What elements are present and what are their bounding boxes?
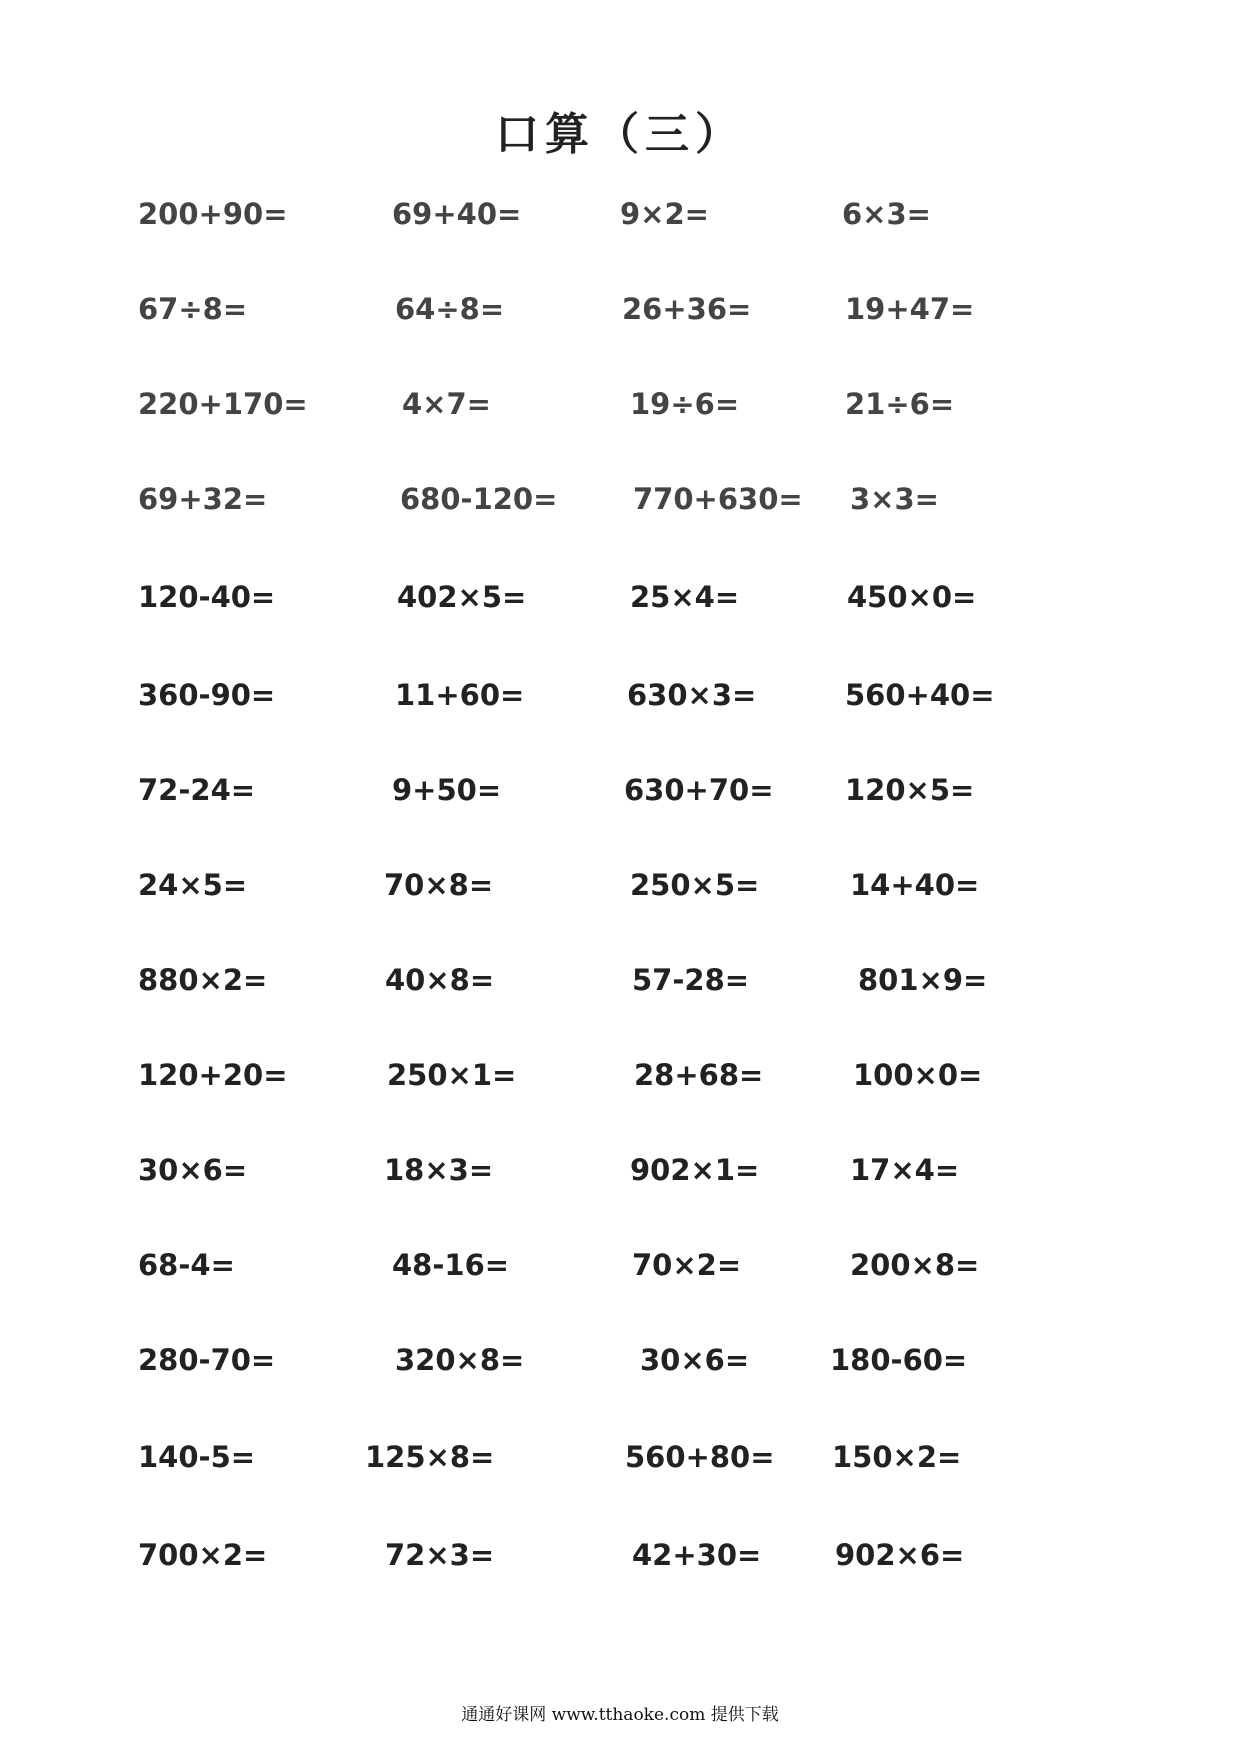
problem-row bbox=[0, 1153, 1240, 1203]
arithmetic-problem: 560+80= bbox=[625, 1440, 775, 1474]
arithmetic-problem: 200+90= bbox=[138, 197, 288, 231]
arithmetic-problem: 680-120= bbox=[400, 482, 558, 516]
problem-row bbox=[0, 963, 1240, 1013]
problem-row bbox=[0, 1058, 1240, 1108]
arithmetic-problem: 17×4= bbox=[850, 1153, 960, 1187]
arithmetic-problem: 120-40= bbox=[138, 580, 276, 614]
arithmetic-problem: 630×3= bbox=[627, 678, 757, 712]
arithmetic-problem: 150×2= bbox=[832, 1440, 962, 1474]
arithmetic-problem: 450×0= bbox=[847, 580, 977, 614]
arithmetic-problem: 9×2= bbox=[620, 197, 709, 231]
problem-row bbox=[0, 197, 1240, 247]
arithmetic-problem: 125×8= bbox=[365, 1440, 495, 1474]
arithmetic-problem: 72×3= bbox=[385, 1538, 495, 1572]
arithmetic-problem: 30×6= bbox=[138, 1153, 248, 1187]
arithmetic-problem: 68-4= bbox=[138, 1248, 235, 1282]
problem-row bbox=[0, 678, 1240, 728]
arithmetic-problem: 4×7= bbox=[402, 387, 491, 421]
arithmetic-problem: 250×1= bbox=[387, 1058, 517, 1092]
arithmetic-problem: 280-70= bbox=[138, 1343, 276, 1377]
problem-row bbox=[0, 773, 1240, 823]
arithmetic-problem: 64÷8= bbox=[395, 292, 505, 326]
arithmetic-problem: 48-16= bbox=[392, 1248, 510, 1282]
arithmetic-problem: 14+40= bbox=[850, 868, 980, 902]
arithmetic-problem: 200×8= bbox=[850, 1248, 980, 1282]
problem-row bbox=[0, 868, 1240, 918]
arithmetic-problem: 6×3= bbox=[842, 197, 931, 231]
arithmetic-problem: 11+60= bbox=[395, 678, 525, 712]
arithmetic-problem: 3×3= bbox=[850, 482, 939, 516]
page-title: 口算（三） bbox=[495, 109, 745, 160]
problem-row bbox=[0, 387, 1240, 437]
arithmetic-problem: 100×0= bbox=[853, 1058, 983, 1092]
problem-row bbox=[0, 1248, 1240, 1298]
arithmetic-problem: 700×2= bbox=[138, 1538, 268, 1572]
arithmetic-problem: 902×1= bbox=[630, 1153, 760, 1187]
arithmetic-problem: 19+47= bbox=[845, 292, 975, 326]
problem-row bbox=[0, 1440, 1240, 1490]
arithmetic-problem: 72-24= bbox=[138, 773, 256, 807]
arithmetic-problem: 770+630= bbox=[633, 482, 803, 516]
arithmetic-problem: 67÷8= bbox=[138, 292, 248, 326]
arithmetic-problem: 902×6= bbox=[835, 1538, 965, 1572]
arithmetic-problem: 30×6= bbox=[640, 1343, 750, 1377]
problem-row bbox=[0, 482, 1240, 532]
arithmetic-problem: 19÷6= bbox=[630, 387, 740, 421]
problem-row bbox=[0, 292, 1240, 342]
arithmetic-problem: 880×2= bbox=[138, 963, 268, 997]
arithmetic-problem: 360-90= bbox=[138, 678, 276, 712]
arithmetic-problem: 70×8= bbox=[384, 868, 494, 902]
arithmetic-problem: 120+20= bbox=[138, 1058, 288, 1092]
problem-row bbox=[0, 1343, 1240, 1393]
arithmetic-problem: 40×8= bbox=[385, 963, 495, 997]
arithmetic-problem: 120×5= bbox=[845, 773, 975, 807]
arithmetic-problem: 402×5= bbox=[397, 580, 527, 614]
arithmetic-problem: 630+70= bbox=[624, 773, 774, 807]
problem-row bbox=[0, 1538, 1240, 1588]
arithmetic-problem: 9+50= bbox=[392, 773, 502, 807]
arithmetic-problem: 140-5= bbox=[138, 1440, 256, 1474]
problem-row bbox=[0, 580, 1240, 630]
footer-credit: 通通好课网 www.tthaoke.com 提供下载 bbox=[461, 1705, 779, 1725]
arithmetic-problem: 220+170= bbox=[138, 387, 308, 421]
arithmetic-problem: 24×5= bbox=[138, 868, 248, 902]
arithmetic-problem: 70×2= bbox=[632, 1248, 742, 1282]
arithmetic-problem: 560+40= bbox=[845, 678, 995, 712]
arithmetic-problem: 18×3= bbox=[384, 1153, 494, 1187]
arithmetic-problem: 320×8= bbox=[395, 1343, 525, 1377]
arithmetic-problem: 69+40= bbox=[392, 197, 522, 231]
arithmetic-problem: 28+68= bbox=[634, 1058, 764, 1092]
arithmetic-problem: 25×4= bbox=[630, 580, 740, 614]
arithmetic-problem: 26+36= bbox=[622, 292, 752, 326]
arithmetic-problem: 801×9= bbox=[858, 963, 988, 997]
arithmetic-problem: 250×5= bbox=[630, 868, 760, 902]
arithmetic-problem: 69+32= bbox=[138, 482, 268, 516]
arithmetic-problem: 21÷6= bbox=[845, 387, 955, 421]
arithmetic-problem: 180-60= bbox=[830, 1343, 968, 1377]
arithmetic-problem: 57-28= bbox=[632, 963, 750, 997]
arithmetic-problem: 42+30= bbox=[632, 1538, 762, 1572]
